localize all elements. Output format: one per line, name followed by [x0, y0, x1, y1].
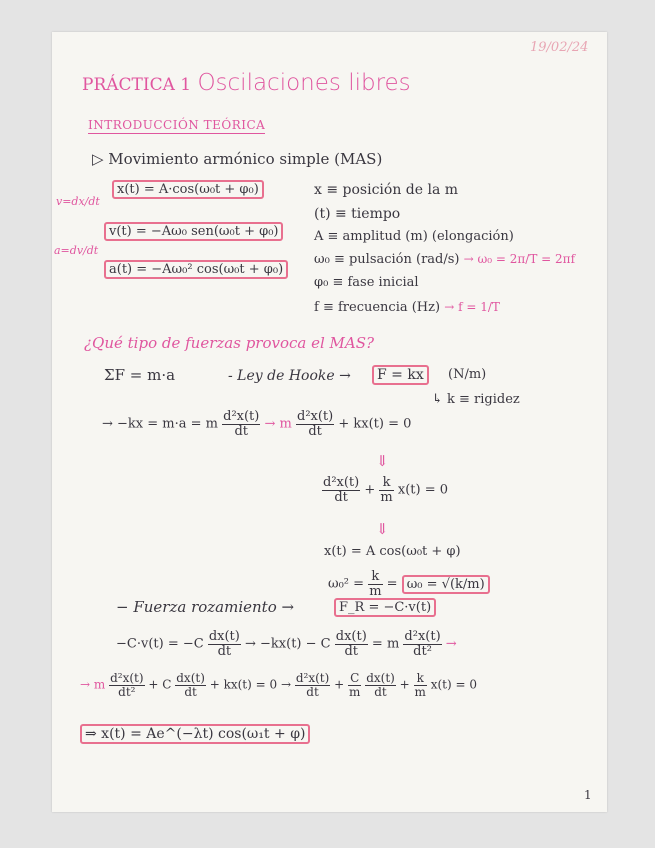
eq5-left: −C·v(t) = −C — [116, 636, 204, 652]
hooke-label: - Ley de Hooke → — [228, 368, 351, 384]
def-time: (t) ≡ tiempo — [314, 206, 401, 222]
acceleration-derivative-label: a=dv/dt — [54, 244, 99, 257]
def-pulsation-relation: → ω₀ = 2π/T = 2πf — [463, 252, 576, 266]
hooke-equation: F = kx — [372, 365, 429, 385]
friction-label: − Fuerza rozamiento → — [116, 598, 295, 616]
eq5-num2: d²x(t) — [404, 629, 441, 644]
hooke-units: (N/m) — [448, 367, 487, 382]
solution-equation: x(t) = A cos(ω₀t + φ) — [324, 544, 461, 559]
eq5-mid: → −kx(t) − C — [245, 636, 331, 652]
eq6-c: C — [348, 672, 361, 686]
eq6-num2: dx(t) — [176, 671, 205, 685]
implies-arrow-2: ⇓ — [376, 520, 389, 538]
natural-frequency-box: ω₀ = √(k/m) — [402, 575, 490, 594]
eq6-plus: + C — [148, 677, 172, 692]
eq5-den-b: dt — [344, 643, 359, 659]
date: 19/02/24 — [530, 40, 589, 55]
eq5-den: dt — [217, 643, 232, 659]
dynamics-equation — [102, 410, 411, 438]
eq6-end: x(t) = 0 — [430, 677, 478, 692]
eq6-num3: d²x(t) — [295, 671, 330, 685]
position-equation: x(t) = A·cos(ω₀t + φ₀) — [112, 180, 264, 199]
eq1-den: dt — [234, 423, 249, 439]
eq6-m: m — [348, 684, 361, 699]
eq6-k: k — [414, 672, 427, 686]
eq1-left: → −kx = m·a = m — [102, 416, 218, 432]
page-title — [82, 70, 411, 96]
motion-equation: $\frac{\text{d²x(t)}}{dt}$ + $\frac{k}{m}$ x(t) = 0 — [323, 475, 449, 505]
eq1-num2: d²x(t) — [297, 409, 334, 424]
acceleration-equation: a(t) = −Aω₀² cos(ω₀t + φ₀) — [104, 260, 288, 279]
eq6-num1: d²x(t) — [110, 671, 144, 685]
def-frequency — [314, 300, 500, 315]
def-frequency-text: f ≡ frecuencia (Hz) — [314, 300, 441, 315]
def-amplitude: A ≡ amplitud (m) (elongación) — [314, 229, 514, 244]
stiffness-definition: ↳ k ≡ rigidez — [432, 392, 520, 407]
eq1-num: d²x(t) — [223, 409, 260, 424]
def-position: x ≡ posición de la m — [314, 182, 459, 198]
page-number: 1 — [584, 788, 592, 802]
eq4-m: m — [369, 583, 382, 599]
eq5-num: dx(t) — [208, 629, 240, 644]
damped-solution-box: ⇒ x(t) = Ae^(−λt) cos(ω₁t + φ) — [80, 724, 310, 744]
eq2-den: dt — [334, 489, 348, 505]
velocity-derivative-label: v=dx/dt — [56, 195, 100, 208]
title-prefix: PRÁCTICA 1 — [82, 75, 192, 95]
newton-law: ΣF = m·a — [104, 366, 176, 384]
eq2-m: m — [380, 489, 393, 505]
eq5-num-b: dx(t) — [335, 629, 367, 644]
eq1-den2: dt — [308, 423, 322, 439]
eq6-den3: dt — [306, 684, 319, 699]
def-pulsation-text: ω₀ ≡ pulsación (rad/s) — [314, 252, 460, 267]
friction-dynamics-equation: −C·v(t) = −C $\frac{dx(t)}{dt}$ → −kx(t) − C $\frac{dx(t)}{dt}$ = m $\frac{\text{d²x(t)}}{\text{dt²}}$ → — [116, 629, 457, 659]
friction-equation: F_R = −C·v(t) — [334, 598, 436, 617]
eq6-den4: dt — [374, 684, 387, 699]
velocity-equation: v(t) = −Aω₀ sen(ω₀t + φ₀) — [104, 222, 283, 241]
eq1-arrow: → m — [264, 416, 292, 432]
eq4-k: k — [368, 570, 382, 585]
forces-question: ¿Qué tipo de fuerzas provoca el MAS? — [84, 334, 375, 352]
eq5-den2: dt² — [413, 643, 432, 659]
eq6-m2: m — [414, 684, 426, 699]
eq6-den2: dt — [184, 684, 197, 699]
damped-equation: → m $\frac{\text{d²x(t)}}{\text{dt²}}$ + C $\frac{dx(t)}{dt}$ + kx(t) = 0 → $\frac{\text{d²x(t)}}{dt}$ + $\frac{C}{m}$ $\frac{dx(t)}{dt}$ + $\frac{k}{m}$ x(t) = 0 — [80, 671, 478, 699]
notebook-page — [52, 32, 607, 812]
eq6-start: → m — [80, 677, 106, 692]
def-initial-phase: φ₀ ≡ fase inicial — [314, 275, 419, 290]
eq6-den1: dt² — [118, 684, 136, 699]
section-title: INTRODUCCIÓN TEÓRICA — [88, 118, 266, 132]
eq2-rest: x(t) = 0 — [397, 482, 449, 498]
eq2-num: d²x(t) — [323, 475, 360, 490]
def-frequency-relation: → f = 1/T — [444, 300, 500, 314]
eq6-rest: + kx(t) = 0 → — [209, 677, 291, 692]
damped-solution — [80, 726, 310, 742]
eq5-eq: = m — [371, 636, 400, 652]
eq6-num4: dx(t) — [366, 671, 395, 685]
title-main: Oscilaciones libres — [197, 70, 411, 96]
implies-arrow-1: ⇓ — [376, 452, 389, 470]
natural-frequency: ω₀² = $\frac{k}{m}$ = ω₀ = √(k/m) — [328, 570, 490, 598]
eq2-k: k — [379, 476, 393, 491]
mas-heading: ▷ Movimiento armónico simple (MAS) — [92, 150, 383, 168]
def-pulsation — [314, 252, 575, 267]
eq4-left: ω₀² = — [328, 576, 365, 592]
eq1-right: + kx(t) = 0 — [338, 416, 412, 432]
